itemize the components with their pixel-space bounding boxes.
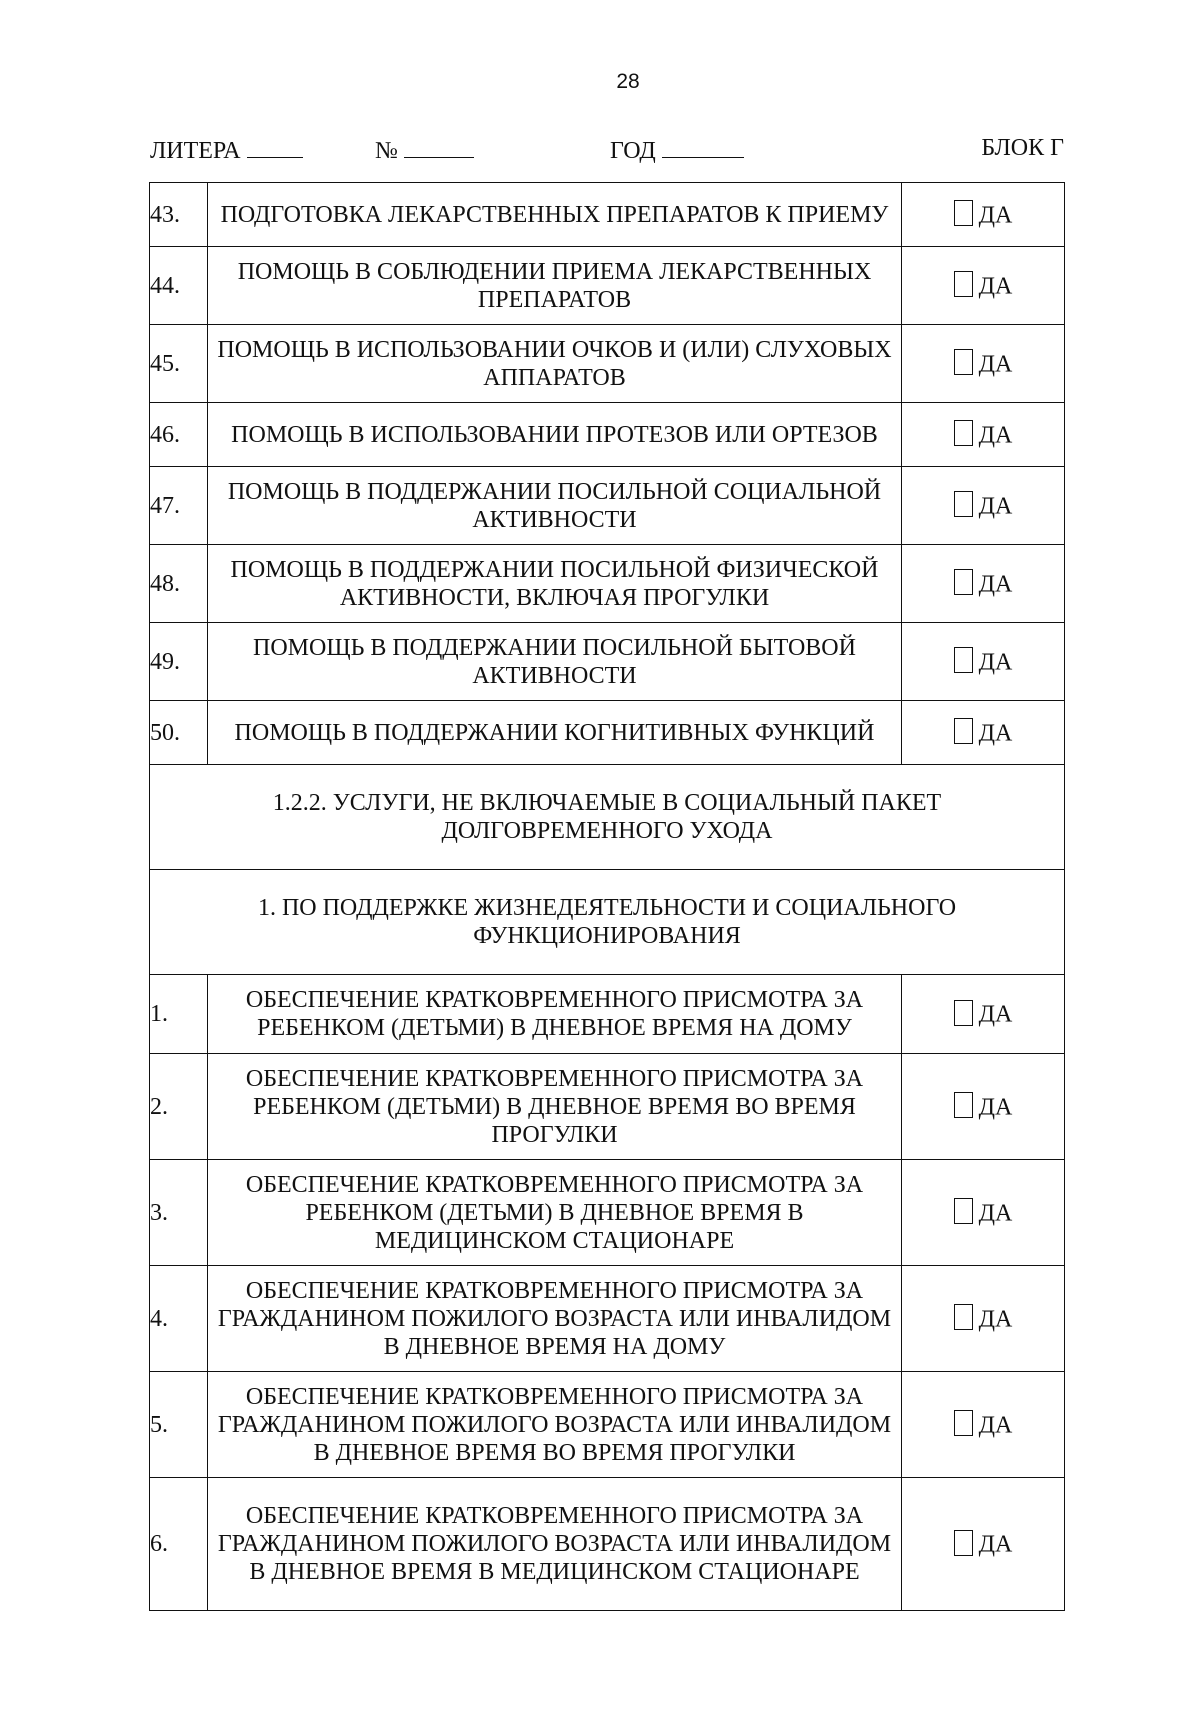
checkbox-icon[interactable] [954,271,973,297]
number-label: № [375,138,398,164]
checkbox-icon[interactable] [954,1530,973,1556]
answer-label: ДА [978,1094,1013,1121]
row-number: 48. [150,545,208,623]
table-row [150,247,1065,325]
row-number: 5. [150,1372,208,1478]
row-number: 4. [150,1266,208,1372]
table-row [150,623,1065,701]
answer-cell [902,183,1065,247]
table-row [150,545,1065,623]
answer-label: ДА [978,493,1013,520]
row-text: ОБЕСПЕЧЕНИЕ КРАТКОВРЕМЕННОГО ПРИСМОТРА ЗА РЕБЕНКОМ (ДЕТЬМИ) В ДНЕВНОЕ ВРЕМЯ НА ДОМУ [208,975,902,1054]
answer-cell [902,1054,1065,1160]
table-row [150,1160,1065,1266]
answer-cell [902,975,1065,1054]
services-table [149,182,1065,1611]
table-row [150,1478,1065,1611]
table-row [150,701,1065,765]
litera-field [150,135,303,165]
number-blank[interactable] [404,135,474,158]
row-text: ОБЕСПЕЧЕНИЕ КРАТКОВРЕМЕННОГО ПРИСМОТРА ЗА ГРАЖДАНИНОМ ПОЖИЛОГО ВОЗРАСТА ИЛИ ИНВАЛИДОМ В ДНЕВНОЕ ВРЕМЯ ВО ВРЕМЯ ПРОГУЛКИ [208,1372,902,1478]
checkbox-icon[interactable] [954,1410,973,1436]
row-number: 50. [150,701,208,765]
answer-label: ДА [978,571,1013,598]
checkbox-icon[interactable] [954,1304,973,1330]
row-number: 45. [150,325,208,403]
checkbox-icon[interactable] [954,420,973,446]
table-row [150,183,1065,247]
row-number: 6. [150,1478,208,1611]
answer-cell [902,1372,1065,1478]
answer-cell [902,1160,1065,1266]
year-field [610,135,744,165]
table-row [150,1372,1065,1478]
answer-cell [902,701,1065,765]
checkbox-icon[interactable] [954,718,973,744]
row-number: 49. [150,623,208,701]
block-label: БЛОК Г [981,135,1064,161]
row-text: ПОМОЩЬ В ПОДДЕРЖАНИИ ПОСИЛЬНОЙ БЫТОВОЙ АКТИВНОСТИ [208,623,902,701]
checkbox-icon[interactable] [954,1198,973,1224]
answer-cell [902,467,1065,545]
checkbox-icon[interactable] [954,349,973,375]
row-text: ОБЕСПЕЧЕНИЕ КРАТКОВРЕМЕННОГО ПРИСМОТРА ЗА РЕБЕНКОМ (ДЕТЬМИ) В ДНЕВНОЕ ВРЕМЯ В МЕДИЦИНСКОМ СТАЦИОНАРЕ [208,1160,902,1266]
table-row [150,975,1065,1054]
answer-label: ДА [978,720,1013,747]
section-heading-row [150,765,1065,870]
number-field [375,135,474,165]
answer-label: ДА [978,1001,1013,1028]
answer-cell [902,545,1065,623]
row-text: ПОМОЩЬ В СОБЛЮДЕНИИ ПРИЕМА ЛЕКАРСТВЕННЫХ ПРЕПАРАТОВ [208,247,902,325]
section-heading: 1.2.2. УСЛУГИ, НЕ ВКЛЮЧАЕМЫЕ В СОЦИАЛЬНЫЙ ПАКЕТ ДОЛГОВРЕМЕННОГО УХОДА [150,765,1065,870]
row-number: 3. [150,1160,208,1266]
year-label: ГОД [610,138,656,164]
answer-cell [902,623,1065,701]
table-row [150,1266,1065,1372]
row-text: ПОМОЩЬ В ИСПОЛЬЗОВАНИИ ОЧКОВ И (ИЛИ) СЛУХОВЫХ АППАРАТОВ [208,325,902,403]
checkbox-icon[interactable] [954,569,973,595]
row-text: ПОМОЩЬ В ПОДДЕРЖАНИИ КОГНИТИВНЫХ ФУНКЦИЙ [208,701,902,765]
row-text: ПОМОЩЬ В ПОДДЕРЖАНИИ ПОСИЛЬНОЙ ФИЗИЧЕСКОЙ АКТИВНОСТИ, ВКЛЮЧАЯ ПРОГУЛКИ [208,545,902,623]
row-number: 43. [150,183,208,247]
litera-blank[interactable] [247,135,303,158]
checkbox-icon[interactable] [954,200,973,226]
answer-label: ДА [978,351,1013,378]
row-text: ПОДГОТОВКА ЛЕКАРСТВЕННЫХ ПРЕПАРАТОВ К ПРИЕМУ [208,183,902,247]
year-blank[interactable] [662,135,744,158]
row-number: 46. [150,403,208,467]
row-text: ОБЕСПЕЧЕНИЕ КРАТКОВРЕМЕННОГО ПРИСМОТРА ЗА ГРАЖДАНИНОМ ПОЖИЛОГО ВОЗРАСТА ИЛИ ИНВАЛИДОМ В ДНЕВНОЕ ВРЕМЯ НА ДОМУ [208,1266,902,1372]
checkbox-icon[interactable] [954,1000,973,1026]
table-row [150,467,1065,545]
checkbox-icon[interactable] [954,491,973,517]
answer-cell [902,1266,1065,1372]
answer-label: ДА [978,1200,1013,1227]
answer-label: ДА [978,649,1013,676]
answer-label: ДА [978,273,1013,300]
answer-cell [902,1478,1065,1611]
form-header [150,135,1064,165]
row-text: ОБЕСПЕЧЕНИЕ КРАТКОВРЕМЕННОГО ПРИСМОТРА ЗА ГРАЖДАНИНОМ ПОЖИЛОГО ВОЗРАСТА ИЛИ ИНВАЛИДОМ В ДНЕВНОЕ ВРЕМЯ В МЕДИЦИНСКОМ СТАЦИОНАРЕ [208,1478,902,1611]
answer-cell [902,247,1065,325]
answer-label: ДА [978,202,1013,229]
row-number: 44. [150,247,208,325]
table-row [150,403,1065,467]
page-number: 28 [616,70,640,93]
row-number: 47. [150,467,208,545]
answer-label: ДА [978,1306,1013,1333]
row-number: 1. [150,975,208,1054]
answer-label: ДА [978,422,1013,449]
checkbox-icon[interactable] [954,647,973,673]
table-row [150,1054,1065,1160]
row-number: 2. [150,1054,208,1160]
table-row [150,325,1065,403]
section-subheading: 1. ПО ПОДДЕРЖКЕ ЖИЗНЕДЕЯТЕЛЬНОСТИ И СОЦИАЛЬНОГО ФУНКЦИОНИРОВАНИЯ [150,870,1065,975]
row-text: ПОМОЩЬ В ИСПОЛЬЗОВАНИИ ПРОТЕЗОВ ИЛИ ОРТЕЗОВ [208,403,902,467]
section-heading-row [150,870,1065,975]
answer-label: ДА [978,1412,1013,1439]
answer-cell [902,325,1065,403]
litera-label: ЛИТЕРА [150,138,241,164]
row-text: ПОМОЩЬ В ПОДДЕРЖАНИИ ПОСИЛЬНОЙ СОЦИАЛЬНОЙ АКТИВНОСТИ [208,467,902,545]
answer-label: ДА [978,1531,1013,1558]
answer-cell [902,403,1065,467]
checkbox-icon[interactable] [954,1092,973,1118]
row-text: ОБЕСПЕЧЕНИЕ КРАТКОВРЕМЕННОГО ПРИСМОТРА ЗА РЕБЕНКОМ (ДЕТЬМИ) В ДНЕВНОЕ ВРЕМЯ ВО ВРЕМЯ ПРОГУЛКИ [208,1054,902,1160]
